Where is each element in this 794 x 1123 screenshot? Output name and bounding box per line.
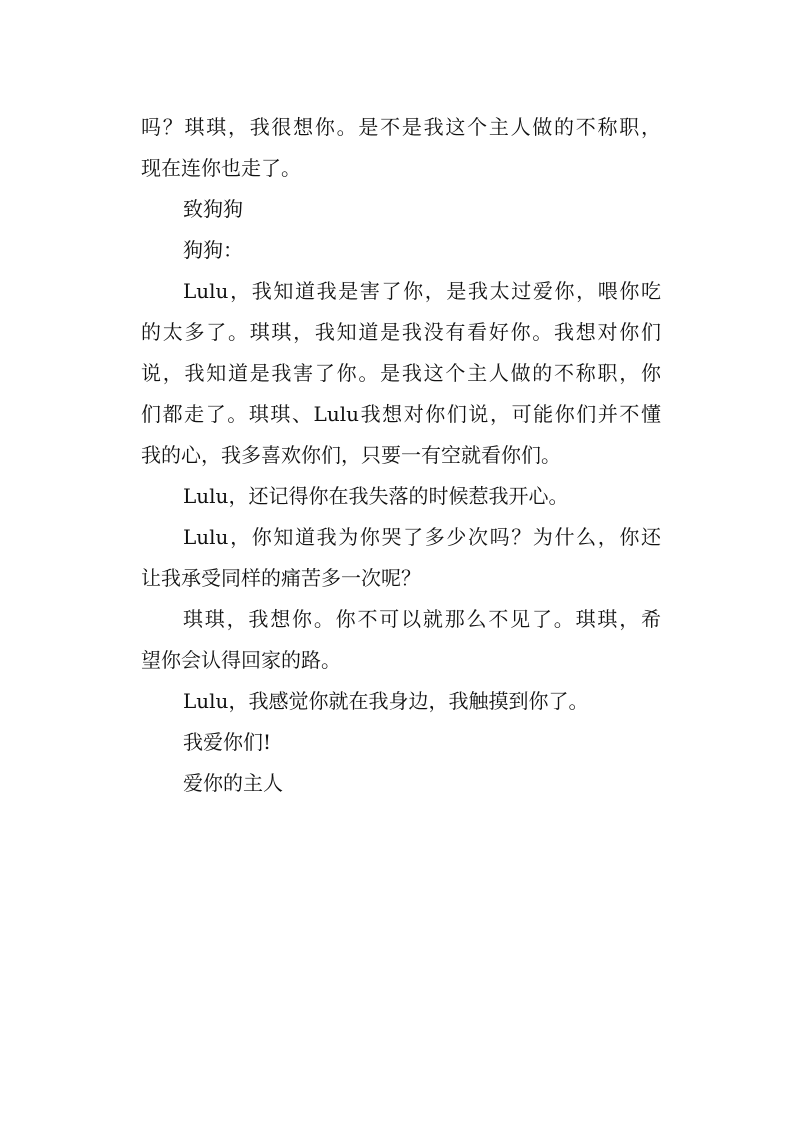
signature: 爱你的主人 — [183, 771, 283, 795]
text-line: 吗？琪琪，我很想你。是不是我这个主人做的不称职， — [141, 115, 661, 139]
text-line: 我爱你们! — [183, 730, 272, 754]
text-line: 让我承受同样的痛苦多一次呢？ — [141, 566, 421, 590]
text-line: 琪琪，我想你。你不可以就那么不见了。琪琪，希 — [183, 607, 661, 631]
text-line: 望你会认得回家的路。 — [141, 648, 341, 672]
letter-title: 致狗狗 — [183, 197, 243, 221]
salutation: 狗狗： — [183, 238, 243, 262]
text-line: Lulu，还记得你在我失落的时候惹我开心。 — [183, 484, 569, 508]
text-line: Lulu，我感觉你就在我身边，我触摸到你了。 — [183, 689, 589, 713]
text-line: Lulu，我知道我是害了你，是我太过爱你，喂你吃 — [183, 279, 661, 303]
text-line: 的太多了。琪琪，我知道是我没有看好你。我想对你们 — [141, 320, 661, 344]
text-line: 现在连你也走了。 — [141, 156, 301, 180]
text-line: 们都走了。琪琪、Lulu我想对你们说，可能你们并不懂 — [141, 402, 661, 426]
text-line: 说，我知道是我害了你。是我这个主人做的不称职，你 — [141, 361, 661, 385]
text-line: Lulu，你知道我为你哭了多少次吗？为什么，你还 — [183, 525, 661, 549]
letter-body — [141, 107, 661, 804]
text-line: 我的心，我多喜欢你们，只要一有空就看你们。 — [141, 443, 561, 467]
